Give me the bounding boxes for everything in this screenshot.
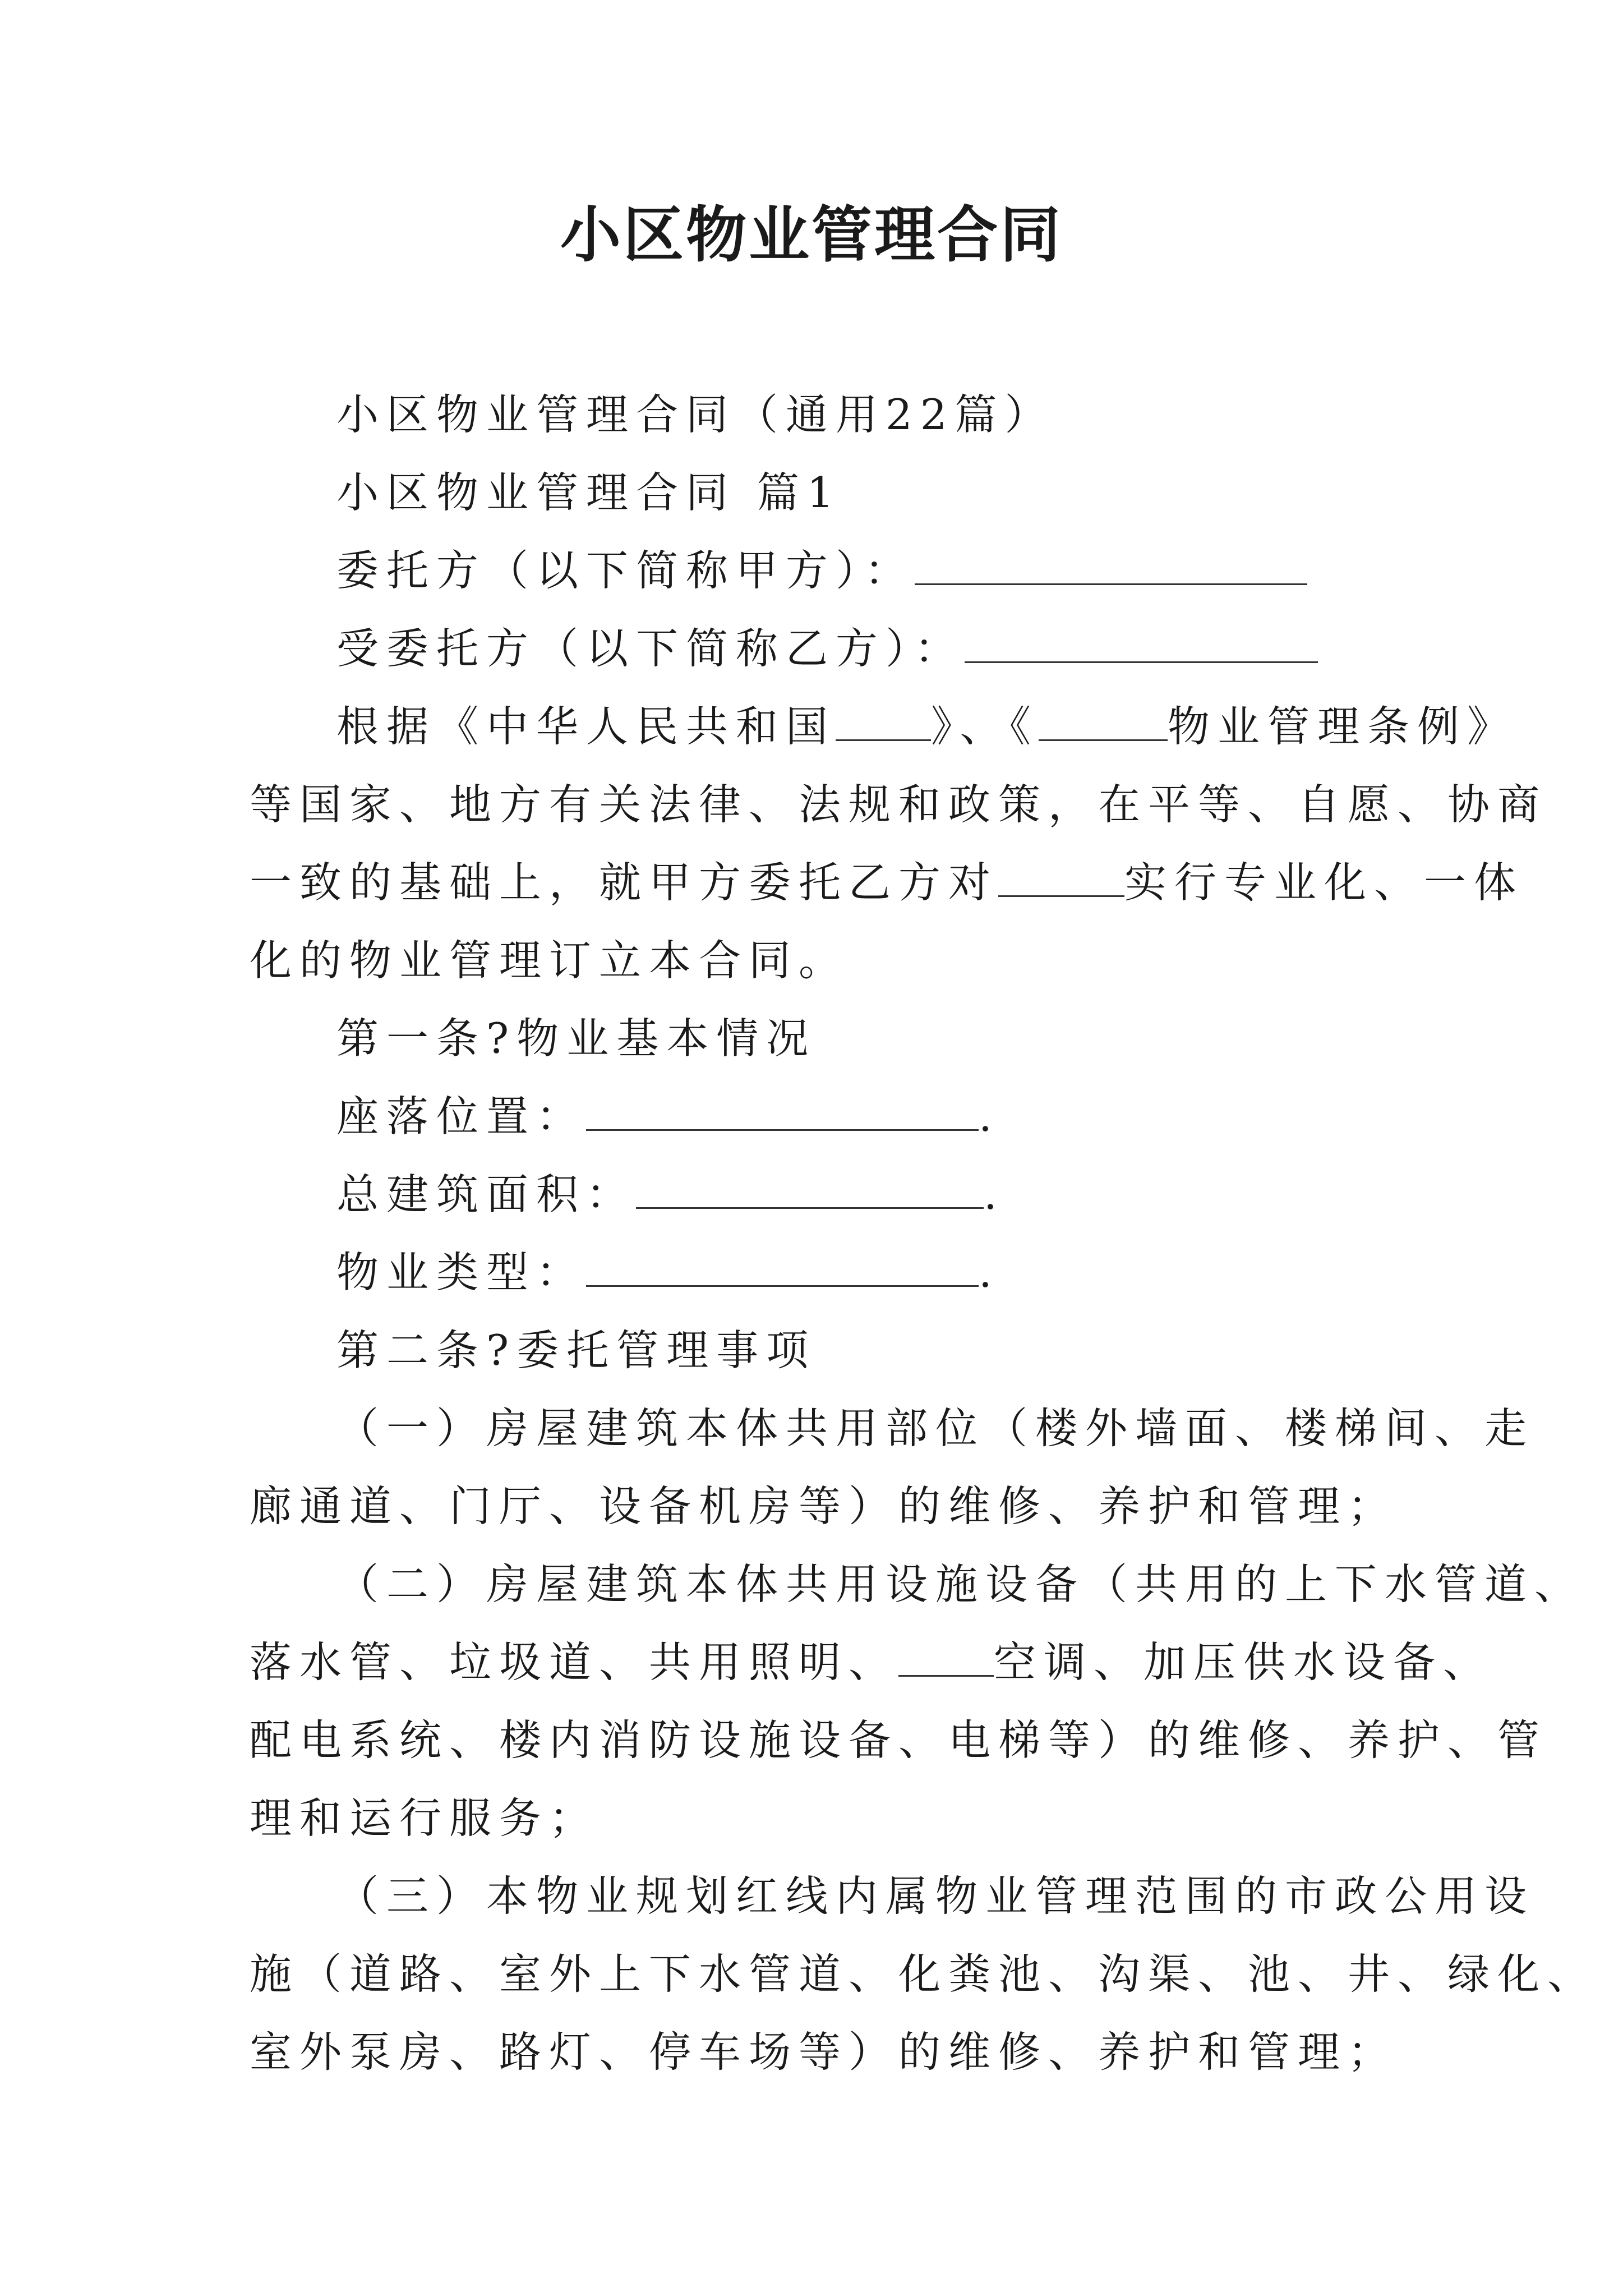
item1-line-2: 廊通道、门厅、设备机房等）的维修、养护和管理； — [250, 1481, 1398, 1531]
period: . — [979, 1092, 1000, 1141]
party-a-blank — [915, 549, 1307, 585]
location-blank — [586, 1094, 979, 1131]
item2-line-4: 理和运行服务； — [250, 1793, 600, 1843]
section1-heading: 第一条?物业基本情况 — [336, 1014, 817, 1063]
intro-text: 根据《中华人民共和国 — [336, 702, 836, 751]
intro-text: 一致的基础上，就甲方委托乙方对 — [250, 858, 999, 907]
property-blank — [998, 861, 1124, 897]
intro-text: 》、《 — [931, 702, 1039, 751]
party-a-label: 委托方（以下简称甲方）： — [336, 546, 915, 595]
aircon-blank — [898, 1640, 994, 1677]
intro-line-4: 化的物业管理订立本合同。 — [250, 936, 849, 985]
location-line — [250, 1078, 1377, 1156]
area-blank — [636, 1172, 984, 1209]
item3-line-1: （三）本物业规划红线内属物业管理范围的市政公用设 — [336, 1871, 1535, 1921]
area-line — [250, 1156, 1377, 1234]
item2-line-1: （二）房屋建筑本体共用设施设备（共用的上下水管道、 — [336, 1559, 1585, 1609]
intro-text: 实行专业化、一体 — [1124, 858, 1524, 907]
party-a-line — [250, 532, 1377, 610]
section2-heading: 第二条?委托管理事项 — [336, 1326, 817, 1375]
type-blank — [586, 1250, 979, 1287]
intro-line-1 — [250, 688, 1518, 766]
party-b-label: 受委托方（以下简称乙方）： — [336, 624, 965, 673]
item-text: 落水管、垃圾道、共用照明、 — [250, 1637, 899, 1687]
party-b-line — [250, 610, 1377, 688]
law-blank — [836, 705, 931, 741]
item1-line-1: （一）房屋建筑本体共用部位（楼外墙面、楼梯间、走 — [336, 1404, 1535, 1453]
location-label: 座落位置： — [336, 1092, 587, 1141]
item2-line-2 — [250, 1623, 1493, 1701]
period: . — [984, 1170, 1005, 1219]
intro-line-3 — [250, 844, 1524, 922]
area-label: 总建筑面积： — [336, 1170, 637, 1219]
document-body — [250, 376, 1598, 2091]
subtitle: 小区物业管理合同（通用22篇） — [336, 390, 1055, 439]
item-text: 空调、加压供水设备、 — [994, 1637, 1493, 1687]
item3-line-2: 施（道路、室外上下水管道、化粪池、沟渠、池、井、绿化、 — [250, 1949, 1598, 1999]
document-title: 小区物业管理合同 — [560, 200, 1063, 270]
intro-line-2: 等国家、地方有关法律、法规和政策，在平等、自愿、协商 — [250, 780, 1548, 829]
article-heading: 小区物业管理合同 篇1 — [336, 468, 842, 517]
type-line — [250, 1234, 1377, 1312]
party-b-blank — [965, 627, 1318, 663]
item2-line-3: 配电系统、楼内消防设施设备、电梯等）的维修、养护、管 — [250, 1715, 1548, 1765]
regulation-blank — [1039, 705, 1168, 741]
intro-text: 物业管理条例》 — [1168, 702, 1518, 751]
type-label: 物业类型： — [336, 1248, 587, 1297]
item3-line-3: 室外泵房、路灯、停车场等）的维修、养护和管理； — [250, 2027, 1398, 2077]
period: . — [979, 1248, 1000, 1297]
